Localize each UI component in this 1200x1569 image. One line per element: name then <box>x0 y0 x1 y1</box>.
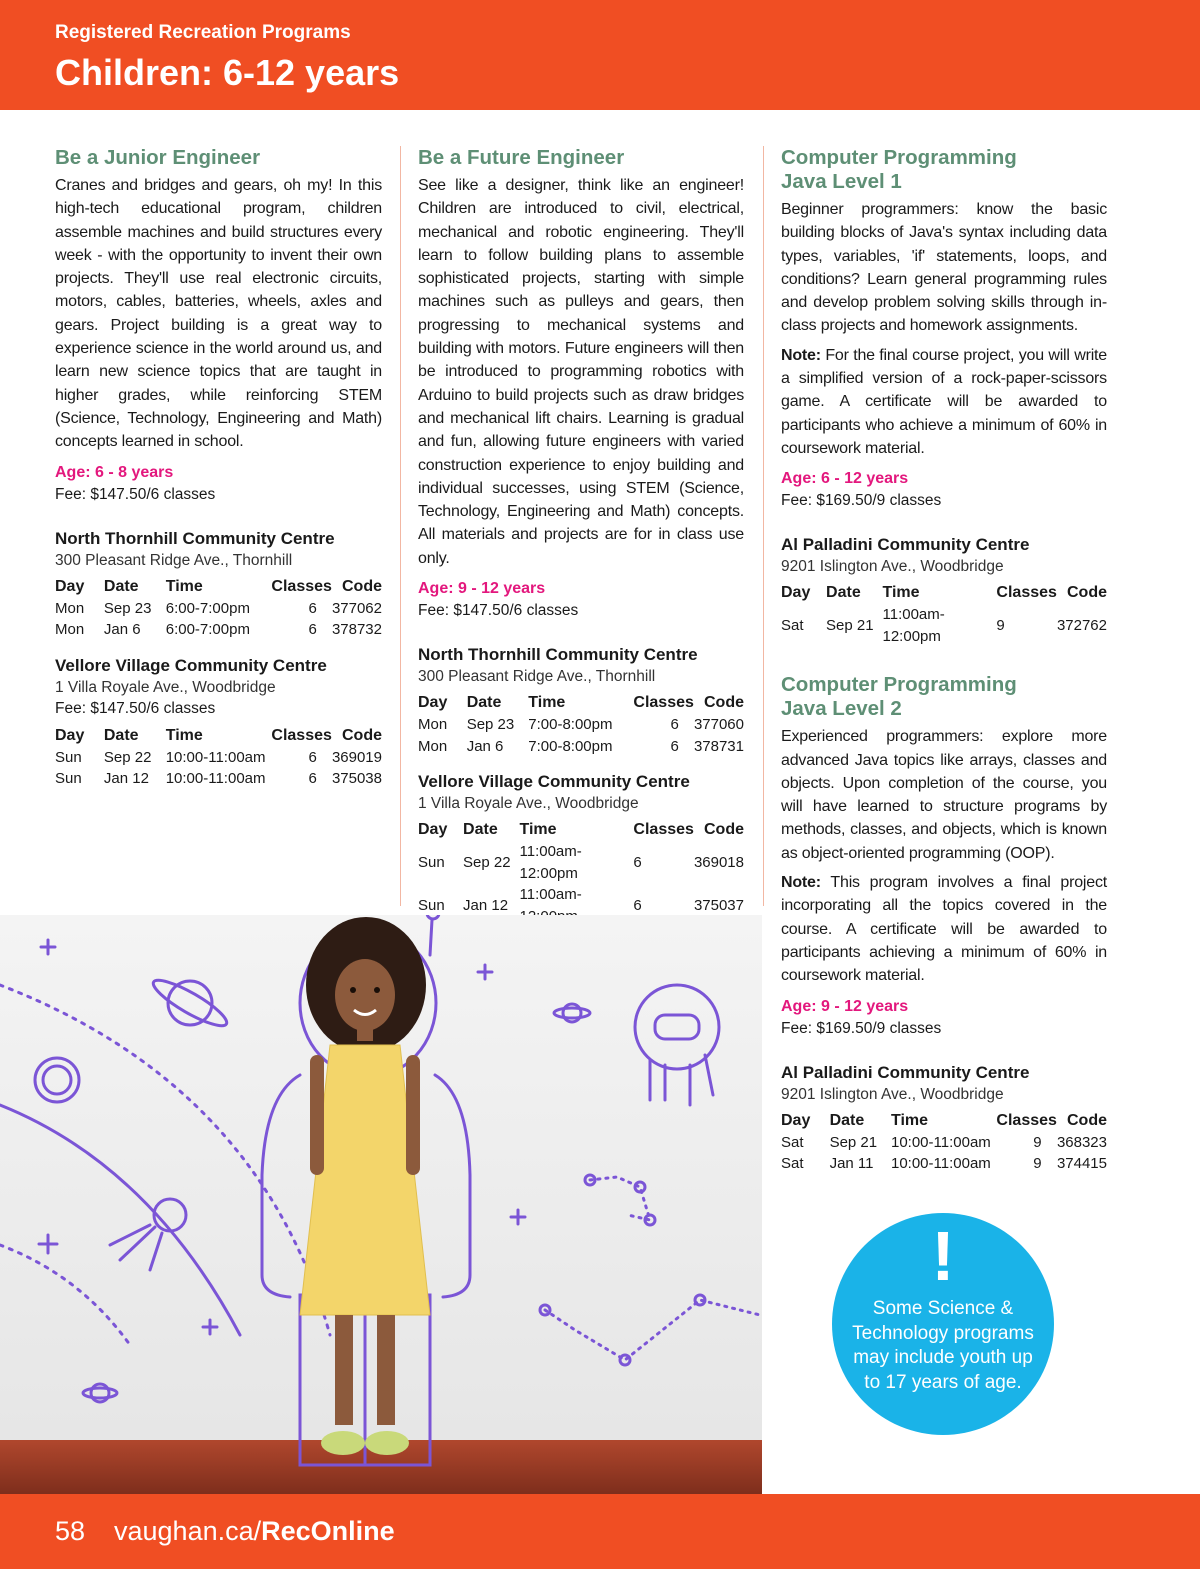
cell-date: Jan 11 <box>829 1155 874 1173</box>
cell-code: 378732 <box>331 621 382 639</box>
cell-date: Jan 12 <box>463 896 509 914</box>
page-header <box>0 0 1200 110</box>
url-bold: RecOnline <box>261 1516 395 1546</box>
program-fee: Fee: $169.50/9 classes <box>781 492 942 510</box>
cell-day: Sun <box>55 748 82 766</box>
cell-classes: 6 <box>670 737 679 755</box>
col-code: Code <box>704 821 744 839</box>
table-row <box>781 1153 1107 1175</box>
table-row <box>55 598 382 620</box>
col-date: Date <box>826 584 861 602</box>
exclamation-icon: ! <box>931 1217 955 1295</box>
col-time: Time <box>528 694 566 712</box>
col-classes: Classes <box>996 1111 1057 1129</box>
cell-date: Sep 23 <box>466 716 515 734</box>
location-address: 1 Villa Royale Ave., Woodbridge <box>418 795 639 813</box>
cell-code: 368323 <box>1056 1133 1107 1151</box>
col-time: Time <box>165 577 203 595</box>
cell-code: 375037 <box>693 896 744 914</box>
cell-time: 10:00-11:00am <box>165 770 266 788</box>
cell-classes: 6 <box>633 853 642 871</box>
location-fee: Fee: $147.50/6 classes <box>55 699 216 717</box>
cell-classes: 6 <box>633 896 642 914</box>
cell-code: 377060 <box>693 716 744 734</box>
schedule-table <box>418 818 744 927</box>
cell-date: Jan 12 <box>103 770 149 788</box>
schedule-header-row <box>781 581 1107 604</box>
schedule-header-row <box>418 691 744 714</box>
cell-classes: 9 <box>1033 1133 1042 1151</box>
cell-time: 7:00-8:00pm <box>528 737 613 755</box>
location-name: North Thornhill Community Centre <box>55 528 335 548</box>
col-day: Day <box>55 577 85 595</box>
cell-time: 11:00am- <box>519 886 582 904</box>
program-fee: Fee: $147.50/6 classes <box>418 602 579 620</box>
note-label: Note: <box>781 874 821 892</box>
column-divider <box>763 146 764 906</box>
cell-classes: 9 <box>996 617 1005 635</box>
cell-classes: 6 <box>308 621 317 639</box>
location-address: 9201 Islington Ave., Woodbridge <box>781 558 1004 576</box>
col-code: Code <box>342 577 382 595</box>
cell-day: Mon <box>418 737 448 755</box>
cell-classes: 6 <box>308 599 317 617</box>
schedule-table <box>55 575 382 641</box>
cell-date: Sep 23 <box>103 599 152 617</box>
schedule-table <box>781 1109 1107 1175</box>
astronaut-girl-photo <box>0 915 762 1494</box>
cell-time: 6:00-7:00pm <box>165 599 250 617</box>
col-day: Day <box>781 584 811 602</box>
table-row <box>55 768 382 790</box>
cell-date: Sep 21 <box>826 617 874 635</box>
col-date: Date <box>466 694 502 712</box>
col-day: Day <box>781 1111 811 1129</box>
program-title: Be a Future Engineer <box>418 146 625 169</box>
cell-time: 10:00-11:00am <box>890 1155 991 1173</box>
program-note <box>781 871 1107 987</box>
location-address: 300 Pleasant Ridge Ave., Thornhill <box>418 668 656 686</box>
col-classes: Classes <box>271 577 332 595</box>
cell-day: Sat <box>781 617 804 635</box>
cell-classes: 6 <box>308 748 317 766</box>
program-fee: Fee: $147.50/6 classes <box>55 485 216 503</box>
cell-classes: 6 <box>670 716 679 734</box>
table-row <box>418 714 744 736</box>
program-title: Computer Programming Java Level 2 <box>781 673 1017 721</box>
note-text: This program involves a final project incorporating all the topics covered in the course. A certificate will be awarded to participants achieving a minimum of 60% in coursework material. <box>781 874 1107 985</box>
col-date: Date <box>463 821 498 839</box>
table-row <box>418 736 744 758</box>
cell-date: Sep 21 <box>829 1133 878 1151</box>
table-row <box>55 619 382 641</box>
cell-time: 6:00-7:00pm <box>165 621 250 639</box>
page-footer <box>0 1494 1200 1569</box>
cell-code: 369019 <box>331 748 382 766</box>
cell-date: Jan 6 <box>103 621 141 639</box>
col-date: Date <box>103 726 139 744</box>
location-address: 300 Pleasant Ridge Ave., Thornhill <box>55 551 293 569</box>
cell-day: Mon <box>418 716 448 734</box>
cell-date: Jan 6 <box>466 737 504 755</box>
cell-time: 7:00-8:00pm <box>528 716 613 734</box>
info-badge <box>832 1213 1054 1435</box>
col-classes: Classes <box>996 584 1057 602</box>
program-java-levels <box>781 146 1107 1175</box>
col-code: Code <box>1067 584 1107 602</box>
schedule-table <box>781 581 1107 647</box>
note-text: For the final course project, you will write a simplified version of a rock-paper-scissors game. A certificate will be awarded to participants who achieve a minimum of 60% in coursework material. <box>781 346 1107 457</box>
cell-day: Sun <box>418 853 445 871</box>
program-description: Experienced programmers: explore more advanced Java topics like arrays, classes and objects. Upon completion of the course, you will have learned to structure programs by methods, classes, and objects, which is known as object-oriented programming (OOP). <box>781 728 1107 862</box>
column-divider <box>400 146 401 906</box>
col-day: Day <box>418 694 448 712</box>
section-subtitle: Registered Recreation Programs <box>55 22 351 43</box>
cell-classes: 9 <box>1033 1155 1042 1173</box>
program-age: Age: 9 - 12 years <box>418 580 546 598</box>
col-day: Day <box>418 821 448 839</box>
cell-day: Sat <box>781 1133 804 1151</box>
program-title: Be a Junior Engineer <box>55 146 261 169</box>
page-number: 58 <box>55 1516 86 1546</box>
cell-day: Sat <box>781 1155 804 1173</box>
schedule-header-row <box>55 724 382 747</box>
program-junior-engineer <box>55 146 382 790</box>
program-note <box>781 344 1107 460</box>
program-description: Cranes and bridges and gears, oh my! In this high-tech educational program, children assemble machines and build structures every week - with the opportunity to invent their own projects. They'll use real electronic circuits, motors, cables, batteries, wheels, axles and gears. Project building is a great way to experience science in the world around us, and learn new science topics that are taught in higher grades, while reinforcing STEM (Science, Technology, Engineering and Math) concepts learned in school. <box>55 177 382 451</box>
col-code: Code <box>1067 1111 1107 1129</box>
cell-time: 10:00-11:00am <box>165 748 266 766</box>
cell-day: Sun <box>418 896 445 914</box>
col-classes: Classes <box>633 694 694 712</box>
col-day: Day <box>55 726 85 744</box>
table-row <box>418 841 744 884</box>
cell-code: 378731 <box>693 737 744 755</box>
program-fee: Fee: $169.50/9 classes <box>781 1019 942 1037</box>
table-row <box>781 1132 1107 1154</box>
table-row <box>781 604 1107 647</box>
cell-time: 10:00-11:00am <box>890 1133 991 1151</box>
col-time: Time <box>519 821 557 839</box>
program-age: Age: 9 - 12 years <box>781 997 909 1015</box>
col-code: Code <box>342 726 382 744</box>
space-doodle-illustration <box>0 915 762 1494</box>
col-date: Date <box>829 1111 865 1129</box>
footer-link[interactable] <box>114 1516 395 1547</box>
col-code: Code <box>704 694 744 712</box>
program-age: Age: 6 - 12 years <box>781 470 909 488</box>
cell-classes: 6 <box>308 770 317 788</box>
col-classes: Classes <box>271 726 332 744</box>
page-title: Children: 6-12 years <box>55 52 400 93</box>
cell-day: Mon <box>55 599 85 617</box>
program-age: Age: 6 - 8 years <box>55 463 174 481</box>
col-classes: Classes <box>633 821 694 839</box>
location-name: Al Palladini Community Centre <box>781 535 1030 555</box>
cell-code: 374415 <box>1056 1155 1107 1173</box>
schedule-header-row <box>781 1109 1107 1132</box>
col-time: Time <box>890 1111 929 1129</box>
location-name: North Thornhill Community Centre <box>418 645 698 665</box>
table-row <box>55 747 382 769</box>
col-date: Date <box>103 577 139 595</box>
schedule-table <box>55 724 382 790</box>
schedule-header-row <box>55 575 382 598</box>
location-name: Al Palladini Community Centre <box>781 1062 1030 1082</box>
cell-time: 11:00am-12:00pm <box>519 843 582 882</box>
col-time: Time <box>882 584 920 602</box>
url-prefix: vaughan.ca/ <box>114 1516 262 1546</box>
cell-code: 372762 <box>1056 617 1107 635</box>
schedule-table <box>418 691 744 757</box>
cell-time: 11:00am-12:00pm <box>882 606 945 645</box>
cell-date: Sep 22 <box>463 853 511 871</box>
cell-date: Sep 22 <box>103 748 152 766</box>
location-name: Vellore Village Community Centre <box>418 772 690 792</box>
program-description: See like a designer, think like an engineer! Children are introduced to civil, electrical, mechanical and robotic engineering. They'll learn to follow building plans to assemble sophisticated projects, starting with simple machines such as pulleys and gears, then progressing to mechanical systems and building with motors. Future engineers will then be introduced to programming robotics with Arduino to build projects such as draw bridges and mechanical lift chairs. Learning is gradual and fun, allowing future engineers with varied construction experience to enjoy building and individual successes, using STEM (Science, Technology, Engineering and Math) concepts. All materials and projects are for in class use only. <box>418 177 744 567</box>
program-description: Beginner programmers: know the basic building blocks of Java's syntax including data types, variables, 'if' statements, loops, and conditions? Learn general programming rules and develop problem solving skills through in-class projects and homework assignments. <box>781 201 1107 335</box>
col-time: Time <box>165 726 203 744</box>
cell-day: Sun <box>55 770 82 788</box>
cell-code: 377062 <box>331 599 382 617</box>
program-future-engineer <box>418 146 744 927</box>
badge-text: Some Science & Technology programs may include youth up to 17 years of age. <box>852 1298 1034 1393</box>
note-label: Note: <box>781 346 821 364</box>
schedule-header-row <box>418 818 744 841</box>
cell-code: 375038 <box>331 770 382 788</box>
location-address: 1 Villa Royale Ave., Woodbridge <box>55 678 276 696</box>
location-address: 9201 Islington Ave., Woodbridge <box>781 1085 1004 1103</box>
program-title: Computer Programming Java Level 1 <box>781 146 1017 193</box>
location-name: Vellore Village Community Centre <box>55 655 327 675</box>
cell-day: Mon <box>55 621 85 639</box>
cell-code: 369018 <box>693 853 744 871</box>
